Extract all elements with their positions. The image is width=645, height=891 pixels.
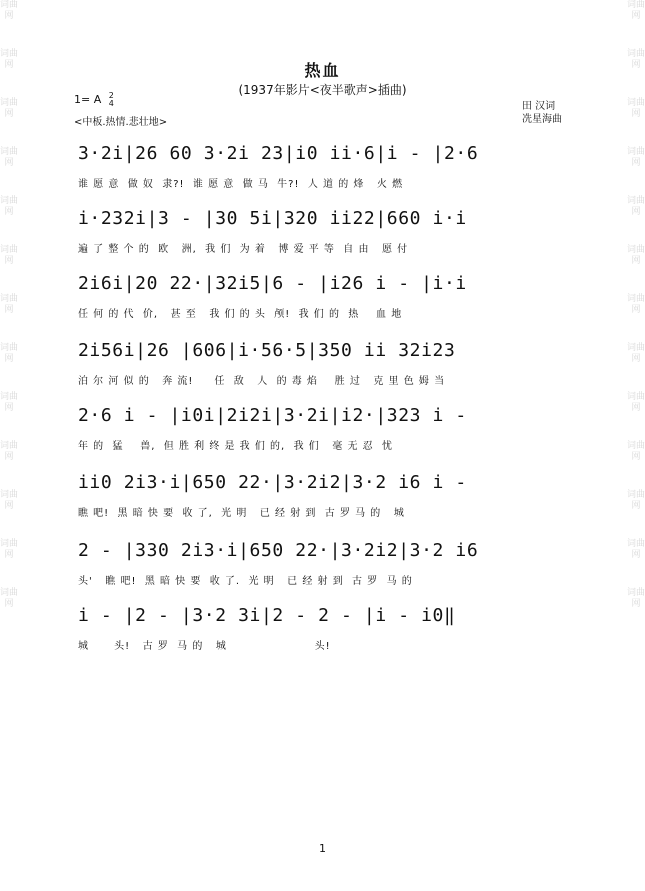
watermark-text: 词曲网 xyxy=(0,343,18,364)
lyric-line: 头' 瞧 吧! 黑 暗 快 要 收 了. 光 明 已 经 射 到 古 罗 马 的 xyxy=(78,576,413,587)
lyric-line: 谁 愿 意 做 奴 隶?! 谁 愿 意 做 马 牛?! 人 道 的 烽 火 燃 xyxy=(78,179,404,190)
credits xyxy=(522,100,562,126)
watermark-left xyxy=(0,0,18,891)
song-title: 热血 xyxy=(304,61,341,80)
watermark-text: 词曲网 xyxy=(627,539,645,560)
watermark-text: 词曲网 xyxy=(627,441,645,462)
watermark-text: 词曲网 xyxy=(0,588,18,609)
watermark-text: 词曲网 xyxy=(627,294,645,315)
page-number: 1 xyxy=(319,842,326,855)
key-signature xyxy=(74,92,114,108)
watermark-text: 词曲网 xyxy=(627,147,645,168)
watermark-text: 词曲网 xyxy=(0,441,18,462)
time-signature xyxy=(109,92,114,108)
song-subtitle: (1937年影片<夜半歌声>插曲) xyxy=(238,83,407,97)
lyricist-credit: 田 汉词 xyxy=(522,101,556,112)
watermark-text: 词曲网 xyxy=(0,98,18,119)
watermark-right xyxy=(627,0,645,891)
watermark-text: 词曲网 xyxy=(627,343,645,364)
watermark-text: 词曲网 xyxy=(627,49,645,70)
watermark-text: 词曲网 xyxy=(0,147,18,168)
notation-line: i·232i|3 - |30 5i|320 ii22|660 i·i xyxy=(78,208,467,229)
lyric-line: 城 头! 古 罗 马 的 城 头! xyxy=(78,641,331,652)
watermark-text: 词曲网 xyxy=(0,539,18,560)
notation-line: 2i6i|20 22·|32i5|6 - |i26 i - |i·i xyxy=(78,273,467,294)
watermark-text: 词曲网 xyxy=(0,49,18,70)
lyric-line: 泊 尔 河 似 的 奔 流! 任 敌 人 的 毒 焰 胜 过 克 里 色 姆 当 xyxy=(78,376,446,387)
notation-line: i - |2 - |3·2 3i|2 - 2 - |i - i0‖ xyxy=(78,605,456,626)
key-label: 1= A xyxy=(74,93,102,106)
lyric-line: 遍 了 整 个 的 欧 洲, 我 们 为 着 博 爱 平 等 自 由 愿 付 xyxy=(78,244,409,255)
watermark-text: 词曲网 xyxy=(0,245,18,266)
notation-line: 2i56i|26 |606|i·56·5|350 ii 32i23 xyxy=(78,340,456,361)
watermark-text: 词曲网 xyxy=(0,392,18,413)
notation-line: 2 - |330 2i3·i|650 22·|3·2i2|3·2 i6 xyxy=(78,540,479,561)
watermark-text: 词曲网 xyxy=(0,196,18,217)
time-signature-bottom: 4 xyxy=(108,99,114,108)
watermark-text: 词曲网 xyxy=(627,588,645,609)
lyric-line: 任 何 的 代 价, 甚 至 我 们 的 头 颅! 我 们 的 热 血 地 xyxy=(78,309,403,320)
watermark-text: 词曲网 xyxy=(0,0,18,21)
tempo-marking: <中板.热情.悲壮地> xyxy=(74,117,168,128)
watermark-text: 词曲网 xyxy=(627,0,645,21)
watermark-text: 词曲网 xyxy=(627,98,645,119)
notation-line: 3·2i|26 60 3·2i 23|i0 ii·6|i - |2·6 xyxy=(78,143,479,164)
watermark-text: 词曲网 xyxy=(0,490,18,511)
watermark-text: 词曲网 xyxy=(627,196,645,217)
watermark-text: 词曲网 xyxy=(627,490,645,511)
lyric-line: 年 的 猛 兽, 但 胜 利 终 是 我 们 的, 我 们 毫 无 忍 忧 xyxy=(78,441,394,452)
time-signature-top: 2 xyxy=(108,91,114,100)
notation-line: ii0 2i3·i|650 22·|3·2i2|3·2 i6 i - xyxy=(78,472,467,493)
watermark-text: 词曲网 xyxy=(0,294,18,315)
watermark-text: 词曲网 xyxy=(627,245,645,266)
lyric-line: 瞧 吧! 黑 暗 快 要 收 了, 光 明 已 经 射 到 古 罗 马 的 城 xyxy=(78,508,405,519)
composer-credit: 冼星海曲 xyxy=(522,114,562,125)
notation-line: 2·6 i - |i0i|2i2i|3·2i|i2·|323 i - xyxy=(78,405,467,426)
watermark-text: 词曲网 xyxy=(627,392,645,413)
